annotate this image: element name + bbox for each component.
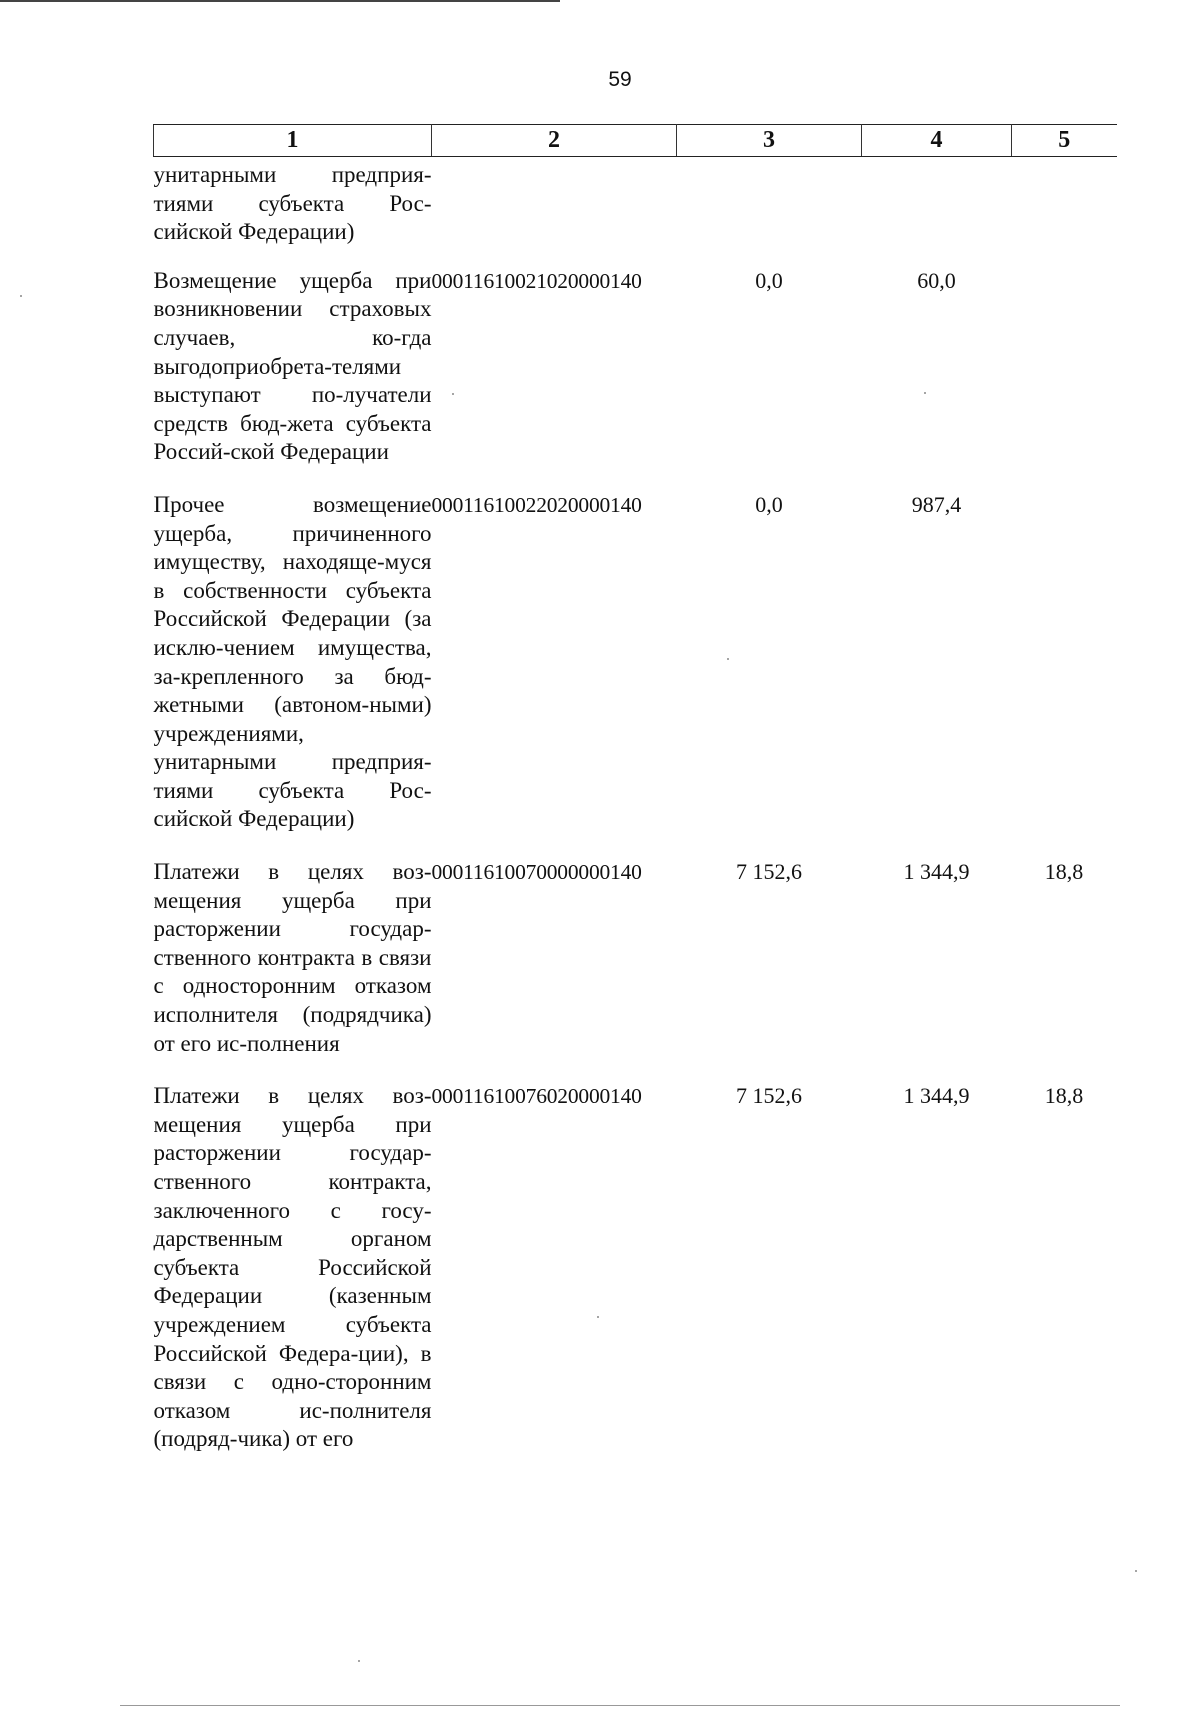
column-header-1: 1 — [154, 125, 432, 157]
row-value-col4: 1 344,9 — [903, 859, 970, 885]
column-header-3: 3 — [677, 125, 862, 157]
row-value-col4: 60,0 — [917, 267, 956, 293]
page-number: 59 — [608, 68, 632, 91]
column-header-5: 5 — [1012, 125, 1117, 157]
scan-speck — [20, 295, 22, 297]
row-value-col4: 987,4 — [911, 491, 962, 517]
row-value-col3 — [677, 157, 862, 267]
row-description: Прочее возмещение ущерба, причиненного имуществу, находяще-муся в собственности субъекта Российской Федерации (за исклю-чением имущества, за-крепленного за бюд-жетными (автоном-ными) учреждениями, унитарными предприя-тиями субъекта Рос-сийской Федерации) — [153, 491, 432, 832]
row-value-col3: 7 152,6 — [736, 859, 802, 885]
table-row — [154, 267, 1117, 491]
row-code: 00011610022020000140 — [431, 492, 642, 517]
scan-edge-top — [0, 0, 560, 2]
row-description: Платежи в целях воз-мещения ущерба при расторжении государ-ственного контракта, заключенного с госу-дарственным органом субъекта Российской Федерации (казенным учреждением субъекта Российской Федера-ции), в связи с одно-сторонним отказом ис-полнителя (подряд-чика) от его — [153, 1083, 432, 1452]
scan-speck — [358, 1660, 360, 1662]
scan-edge-bottom — [120, 1705, 1120, 1706]
row-value-col5 — [1012, 267, 1117, 491]
row-value-col3: 0,0 — [755, 491, 783, 517]
table-header-row — [154, 125, 1117, 157]
table-row — [154, 858, 1117, 1082]
column-header-2: 2 — [432, 125, 677, 157]
table-row — [154, 1082, 1117, 1478]
row-value-col4 — [862, 157, 1012, 267]
scan-speck — [1135, 1570, 1137, 1572]
row-value-col3: 7 152,6 — [736, 1083, 802, 1109]
row-description: Платежи в целях воз-мещения ущерба при расторжении государ-ственного контракта в связи с односторонним отказом исполнителя (подрядчика) от его ис-полнения — [153, 859, 432, 1056]
row-value-col5 — [1012, 157, 1117, 267]
row-description: Возмещение ущерба при возникновении страховых случаев, ко-гда выгодоприобрета-телями выступают по-лучатели средств бюд-жета субъекта Россий-ской Федерации — [153, 267, 432, 465]
row-code: 00011610021020000140 — [431, 268, 642, 293]
scan-speck — [727, 658, 729, 660]
scan-speck — [452, 393, 454, 395]
row-value-col5 — [1012, 491, 1117, 858]
scan-speck — [597, 1316, 599, 1318]
column-header-4: 4 — [862, 125, 1012, 157]
table-row — [154, 157, 1117, 267]
row-value-col4: 1 344,9 — [903, 1083, 970, 1109]
scan-speck — [924, 392, 926, 394]
table-row — [154, 491, 1117, 858]
row-value-col5: 18,8 — [1044, 1083, 1084, 1109]
row-value-col3: 0,0 — [755, 267, 783, 293]
row-code: 00011610070000000140 — [431, 860, 642, 885]
row-code: 00011610076020000140 — [431, 1084, 642, 1109]
row-code — [432, 157, 677, 267]
row-description: унитарными предприя-тиями субъекта Рос-сийской Федерации) — [153, 162, 432, 245]
row-value-col5: 18,8 — [1044, 859, 1084, 885]
budget-table — [153, 124, 1117, 1478]
